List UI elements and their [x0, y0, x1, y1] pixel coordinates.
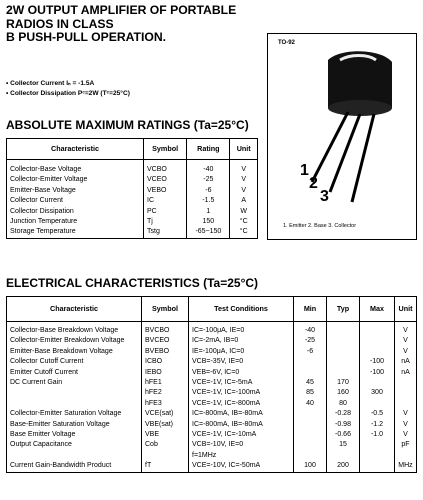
pin-3-label: 3	[320, 188, 329, 205]
table-row	[7, 388, 417, 398]
cell-typ: -0.28	[327, 409, 360, 419]
cell-max: -100	[360, 357, 395, 367]
table-row	[7, 347, 417, 357]
cell-rating: -40	[187, 160, 230, 176]
cell-max	[360, 378, 395, 388]
cell-unit	[395, 399, 417, 409]
feature-collector-dissipation: • Collector Dissipation Pᶜ=2W (Tᶜ=25°C)	[6, 89, 130, 99]
table-row	[7, 207, 258, 217]
table-row	[7, 399, 417, 409]
cell-unit	[395, 388, 417, 398]
table-row	[7, 175, 258, 185]
cell-characteristic: Junction Temperature	[10, 218, 78, 226]
col-rating: Rating	[187, 139, 230, 160]
cell-min	[294, 368, 327, 378]
cell-min: -6	[294, 347, 327, 357]
cell-min: -40	[294, 322, 327, 337]
cell-characteristic: Collector-Emitter Breakdown Voltage	[10, 337, 125, 345]
cell-unit: pF	[395, 440, 417, 450]
table-row	[7, 322, 417, 337]
cell-symbol: VEBO	[144, 186, 187, 196]
table-row	[7, 409, 417, 419]
cell-unit: V	[395, 322, 417, 337]
cell-max: -1.0	[360, 430, 395, 440]
cell-characteristic: Collector-Emitter Saturation Voltage	[10, 410, 122, 418]
cell-characteristic	[7, 399, 142, 409]
table-row	[7, 357, 417, 367]
cell-characteristic: Collector-Base Breakdown Voltage	[10, 327, 119, 334]
cell-unit: °C	[230, 227, 258, 238]
table-row	[7, 217, 258, 227]
cell-typ: 160	[327, 388, 360, 398]
cell-typ: 80	[327, 399, 360, 409]
cell-symbol: VBE(sat)	[142, 420, 189, 430]
col-test-conditions: Test Conditions	[189, 297, 294, 322]
col-characteristic: Characteristic	[7, 297, 142, 322]
cell-symbol: Cob	[142, 440, 189, 450]
cell-typ	[327, 451, 360, 461]
cell-characteristic: DC Current Gain	[10, 379, 63, 387]
cell-min	[294, 451, 327, 461]
cell-unit: nA	[395, 368, 417, 378]
cell-unit: V	[395, 430, 417, 440]
pin-2-label: 2	[309, 175, 318, 192]
cell-characteristic: Base-Emitter Saturation Voltage	[10, 420, 110, 428]
cell-unit: MHz	[395, 461, 417, 472]
cell-min: 100	[294, 461, 327, 472]
cell-characteristic	[7, 388, 142, 398]
cell-characteristic: Emitter Cutoff Current	[10, 368, 78, 376]
cell-typ: 170	[327, 378, 360, 388]
cell-test-conditions: f=1MHz	[189, 451, 294, 461]
cell-test-conditions: IC=-800mA, IB=-80mA	[189, 420, 294, 430]
cell-test-conditions: VCE=-1V, IC=-5mA	[189, 378, 294, 388]
package-name: TO-92	[278, 40, 295, 46]
cell-characteristic: Base Emitter Voltage	[10, 431, 76, 439]
cell-max	[360, 336, 395, 346]
cell-characteristic: Emitter-Base Voltage	[10, 186, 76, 194]
cell-max	[360, 451, 395, 461]
cell-symbol: hFE1	[142, 378, 189, 388]
table-row	[7, 430, 417, 440]
table-row	[7, 186, 258, 196]
document-title: 2W OUTPUT AMPLIFIER OF PORTABLE RADIOS IN CLASS B PUSH-PULL OPERATION.	[6, 3, 237, 44]
cell-rating: -6	[187, 186, 230, 196]
cell-test-conditions: VCE=-10V, IC=-50mA	[189, 461, 294, 472]
cell-symbol: hFE3	[142, 399, 189, 409]
cell-typ: 200	[327, 461, 360, 472]
cell-unit: V	[395, 420, 417, 430]
table-row	[7, 420, 417, 430]
cell-symbol: VBE	[142, 430, 189, 440]
cell-characteristic: Storage Temperature	[10, 228, 76, 236]
cell-rating: 150	[187, 217, 230, 227]
table-row	[7, 451, 417, 461]
cell-min	[294, 440, 327, 450]
cell-test-conditions: VCE=-1V, IC=-10mA	[189, 430, 294, 440]
table-row	[7, 227, 258, 238]
cell-symbol	[142, 451, 189, 461]
col-min: Min	[294, 297, 327, 322]
cell-typ: -0.98	[327, 420, 360, 430]
cell-unit: °C	[230, 217, 258, 227]
cell-min	[294, 420, 327, 430]
col-max: Max	[360, 297, 395, 322]
cell-test-conditions: VEB=-6V, IC=0	[189, 368, 294, 378]
cell-typ	[327, 357, 360, 367]
abs-max-ratings-table	[6, 138, 258, 239]
cell-symbol: hFE2	[142, 388, 189, 398]
cell-characteristic: Current Gain-Bandwidth Product	[10, 462, 112, 470]
cell-max: -1.2	[360, 420, 395, 430]
cell-symbol: VCE(sat)	[142, 409, 189, 419]
cell-characteristic: Emitter-Base Breakdown Voltage	[10, 347, 113, 355]
electrical-characteristics-table	[6, 296, 417, 473]
cell-test-conditions: VCE=-1V, IC=-100mA	[189, 388, 294, 398]
cell-characteristic: Collector-Base Voltage	[10, 166, 82, 173]
cell-rating: 1	[187, 207, 230, 217]
cell-symbol: BVCEO	[142, 336, 189, 346]
cell-characteristic	[7, 451, 142, 461]
cell-max: -0.5	[360, 409, 395, 419]
cell-symbol: VCBO	[144, 160, 187, 176]
cell-unit: V	[395, 409, 417, 419]
cell-min	[294, 357, 327, 367]
abs-max-ratings-heading: ABSOLUTE MAXIMUM RATINGS (Ta=25°C)	[6, 118, 249, 132]
cell-characteristic: Collector Cutoff Current	[10, 358, 84, 366]
cell-min: 45	[294, 378, 327, 388]
cell-unit: W	[230, 207, 258, 217]
electrical-characteristics-heading: ELECTRICAL CHARACTERISTICS (Ta=25°C)	[6, 276, 259, 290]
table-row	[7, 160, 258, 176]
cell-symbol: fT	[142, 461, 189, 472]
cell-typ	[327, 347, 360, 357]
cell-max	[360, 440, 395, 450]
cell-symbol: IEBO	[142, 368, 189, 378]
cell-max: -100	[360, 368, 395, 378]
table-row	[7, 336, 417, 346]
cell-test-conditions: IC=-800mA, IB=-80mA	[189, 409, 294, 419]
cell-rating: -65~150	[187, 227, 230, 238]
cell-test-conditions: IC=-2mA, IB=0	[189, 336, 294, 346]
cell-symbol: Tj	[144, 217, 187, 227]
cell-max: 300	[360, 388, 395, 398]
cell-rating: -1.5	[187, 196, 230, 206]
pin-description: 1. Emitter 2. Base 3. Collector	[283, 223, 357, 229]
table-row	[7, 368, 417, 378]
cell-unit	[395, 378, 417, 388]
cell-characteristic: Collector Current	[10, 197, 63, 205]
table-row	[7, 440, 417, 450]
cell-characteristic: Collector-Emitter Voltage	[10, 176, 88, 184]
cell-typ	[327, 322, 360, 337]
table-row	[7, 378, 417, 388]
cell-max	[360, 461, 395, 472]
col-symbol: Symbol	[142, 297, 189, 322]
cell-typ: -0.66	[327, 430, 360, 440]
pin-1-label: 1	[300, 162, 309, 179]
cell-typ: 15	[327, 440, 360, 450]
cell-symbol: PC	[144, 207, 187, 217]
cell-max	[360, 399, 395, 409]
cell-min: 40	[294, 399, 327, 409]
cell-symbol: BVCBO	[142, 322, 189, 337]
cell-min: 85	[294, 388, 327, 398]
cell-symbol: Tstg	[144, 227, 187, 238]
col-unit: Unit	[230, 139, 258, 160]
cell-test-conditions: IE=-100μA, IC=0	[189, 347, 294, 357]
cell-test-conditions: VCE=-1V, IC=-800mA	[189, 399, 294, 409]
cell-unit: A	[230, 196, 258, 206]
cell-max	[360, 347, 395, 357]
cell-test-conditions: VCB=-35V, IE=0	[189, 357, 294, 367]
cell-symbol: BVEBO	[142, 347, 189, 357]
feature-collector-current: • Collector Current Iₙ = -1.5A	[6, 79, 130, 89]
col-typ: Typ	[327, 297, 360, 322]
cell-test-conditions: IC=-100μA, IE=0	[189, 322, 294, 337]
transistor-package-icon	[270, 40, 415, 225]
cell-typ	[327, 368, 360, 378]
cell-characteristic: Output Capacitance	[10, 441, 72, 449]
col-symbol: Symbol	[144, 139, 187, 160]
cell-unit: V	[395, 347, 417, 357]
cell-min	[294, 430, 327, 440]
cell-unit: V	[230, 175, 258, 185]
col-unit: Unit	[395, 297, 417, 322]
table-row	[7, 461, 417, 472]
cell-max	[360, 322, 395, 337]
cell-min	[294, 409, 327, 419]
cell-unit: V	[395, 336, 417, 346]
cell-characteristic: Collector Dissipation	[10, 207, 74, 215]
cell-symbol: ICBO	[142, 357, 189, 367]
cell-rating: -25	[187, 175, 230, 185]
cell-unit	[395, 451, 417, 461]
feature-list	[6, 79, 130, 99]
cell-unit: V	[230, 186, 258, 196]
col-characteristic: Characteristic	[7, 139, 144, 160]
cell-symbol: IC	[144, 196, 187, 206]
cell-unit: V	[230, 160, 258, 176]
cell-min: -25	[294, 336, 327, 346]
cell-test-conditions: VCB=-10V, IE=0	[189, 440, 294, 450]
cell-symbol: VCEO	[144, 175, 187, 185]
cell-unit: nA	[395, 357, 417, 367]
table-row	[7, 196, 258, 206]
cell-typ	[327, 336, 360, 346]
